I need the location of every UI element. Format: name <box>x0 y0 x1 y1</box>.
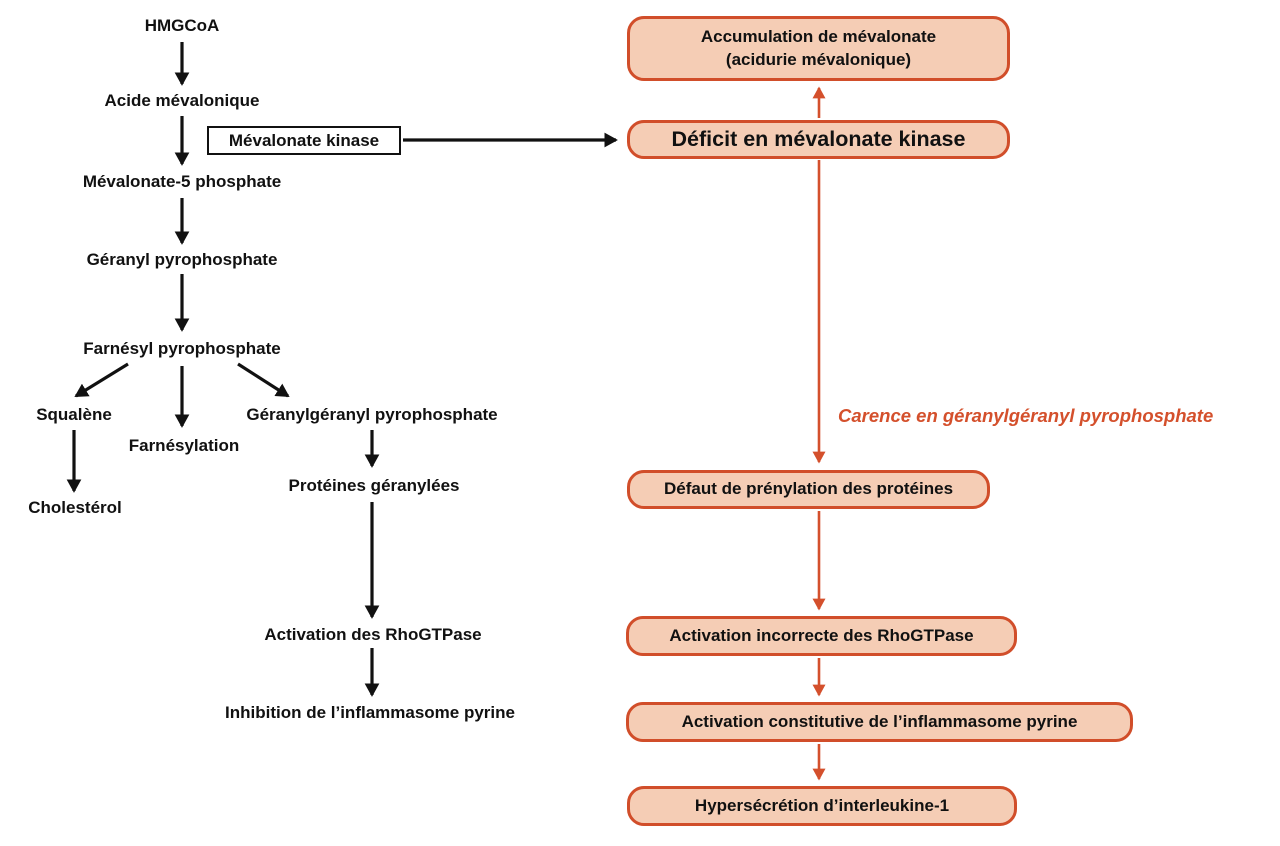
node-farnesyl-pyrophosphate: Farnésyl pyrophosphate <box>83 339 281 358</box>
arrow-farnesyl-to-ggpp <box>238 364 288 396</box>
node-activation-rhogtpase: Activation des RhoGTPase <box>264 625 482 644</box>
box-defaut-prenylation <box>627 470 990 509</box>
box-accumulation-line2: (acidurie mévalonique) <box>725 49 912 69</box>
box-accumulation-line1: Accumulation de mévalonate <box>700 27 937 47</box>
node-geranylgeranyl-pyrophosphate: Géranylgéranyl pyrophosphate <box>246 405 498 424</box>
node-farnesylation: Farnésylation <box>128 436 240 455</box>
node-squalene: Squalène <box>36 405 112 424</box>
node-inhibition-inflammasome: Inhibition de l’inflammasome pyrine <box>225 703 515 722</box>
node-mevalonate5-phosphate: Mévalonate-5 phosphate <box>82 172 282 191</box>
box-deficit-mevalonate-kinase <box>627 120 1010 159</box>
node-geranyl-pyrophosphate: Géranyl pyrophosphate <box>86 250 278 269</box>
box-activation-constitutive <box>626 702 1133 742</box>
box-defaut-label: Défaut de prénylation des protéines <box>663 479 954 499</box>
box-deficit-label: Déficit en mévalonate kinase <box>671 126 966 151</box>
enzyme-label: Mévalonate kinase <box>228 130 380 150</box>
carence-ggpp-label: Carence en géranylgéranyl pyrophosphate <box>838 405 1214 426</box>
node-proteines-geranylees: Protéines géranylées <box>288 476 460 495</box>
node-cholesterol: Cholestérol <box>28 498 122 517</box>
box-hypersecretion-interleukine <box>627 786 1017 826</box>
box-accumulation-mevalonate <box>627 16 1010 81</box>
node-acide-mevalonique: Acide mévalonique <box>104 91 260 110</box>
box-activation-incorrecte <box>626 616 1017 656</box>
node-hmgcoa: HMGCoA <box>144 16 220 35</box>
enzyme-box-mevalonate-kinase <box>207 126 401 155</box>
box-activation-constitutive-label: Activation constitutive de l’inflammasome pyrine <box>681 711 1078 731</box>
box-activation-incorrecte-label: Activation incorrecte des RhoGTPase <box>669 625 974 645</box>
arrow-farnesyl-to-squalene <box>76 364 128 396</box>
box-hypersecretion-label: Hypersécrétion d’interleukine-1 <box>694 795 950 815</box>
